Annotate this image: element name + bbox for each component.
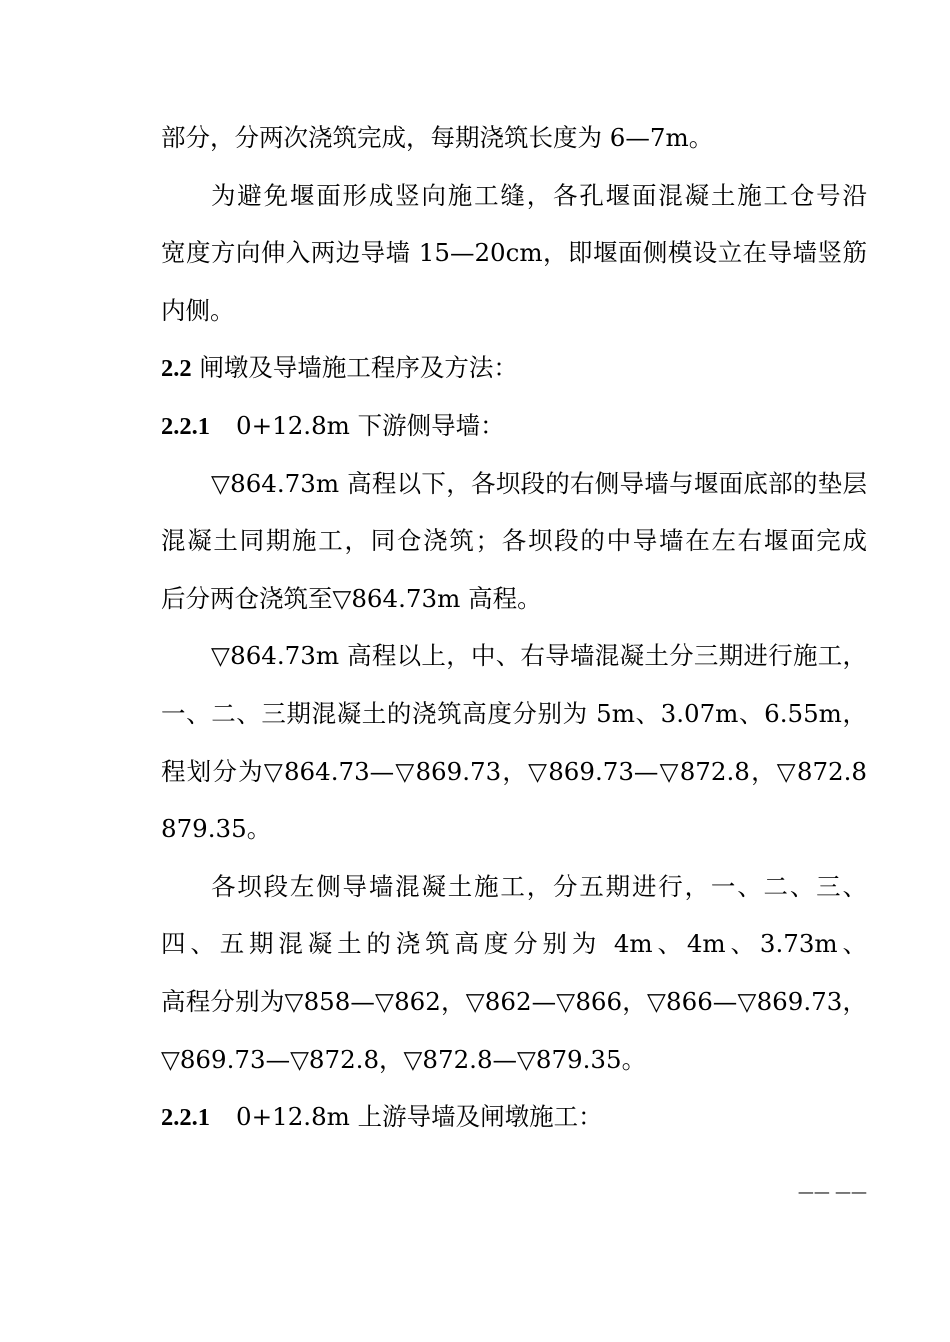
section-number: 2.2.1 xyxy=(161,412,210,440)
paragraph-line: 混凝土同期施工，同仓浇筑；各坝段的中导墙在左右堰面完成 xyxy=(161,526,867,556)
section-number: 2.2.1 xyxy=(161,1104,210,1132)
paragraph-line: 四、五期混凝土的浇筑高度分别为 4m、4m、3.73m、 xyxy=(161,929,867,959)
paragraph-line: ▽864.73m 高程以上，中、右导墙混凝土分三期进行施工， xyxy=(211,641,867,671)
paragraph-line: 879.35。 xyxy=(161,814,272,844)
section-heading-2-2 xyxy=(161,339,867,397)
section-title: 0+12.8m 上游导墙及闸墩施工： xyxy=(236,1102,603,1132)
paragraph-line: ▽864.73m 高程以下，各坝段的右侧导墙与堰面底部的垫层 xyxy=(211,468,867,498)
paragraph-line: 高程分别为▽858—▽862，▽862—▽866，▽866—▽869.73， xyxy=(161,986,867,1016)
paragraph-line: 为避免堰面形成竖向施工缝，各孔堰面混凝土施工仓号沿 xyxy=(211,180,867,210)
document-body xyxy=(161,109,867,1146)
section-title: 0+12.8m 下游侧导墙： xyxy=(236,410,505,440)
section-title: 闸墩及导墙施工程序及方法： xyxy=(191,353,518,383)
section-heading-2-2-1-upstream xyxy=(161,1088,867,1146)
paragraph-line: 内侧。 xyxy=(161,295,235,325)
page-footer-dashes: —— —— xyxy=(797,1182,867,1201)
paragraph-line: 各坝段左侧导墙混凝土施工，分五期进行，一、二、三、 xyxy=(211,871,867,901)
paragraph-line: 宽度方向伸入两边导墙 15—20cm，即堰面侧模设立在导墙竖筋 xyxy=(161,238,867,268)
paragraph-line: 程划分为▽864.73—▽869.73，▽869.73—▽872.8，▽872.8 xyxy=(161,756,867,786)
section-heading-2-2-1-downstream xyxy=(161,397,867,455)
paragraph-line: 部分，分两次浇筑完成，每期浇筑长度为 6—7m。 xyxy=(161,123,714,152)
paragraph-line: 后分两仓浇筑至▽864.73m 高程。 xyxy=(161,583,542,613)
section-number: 2.2 xyxy=(161,355,192,383)
paragraph-line: ▽869.73—▽872.8，▽872.8—▽879.35。 xyxy=(161,1044,647,1074)
paragraph-line: 一、二、三期混凝土的浇筑高度分别为 5m、3.07m、6.55m， xyxy=(161,698,867,728)
